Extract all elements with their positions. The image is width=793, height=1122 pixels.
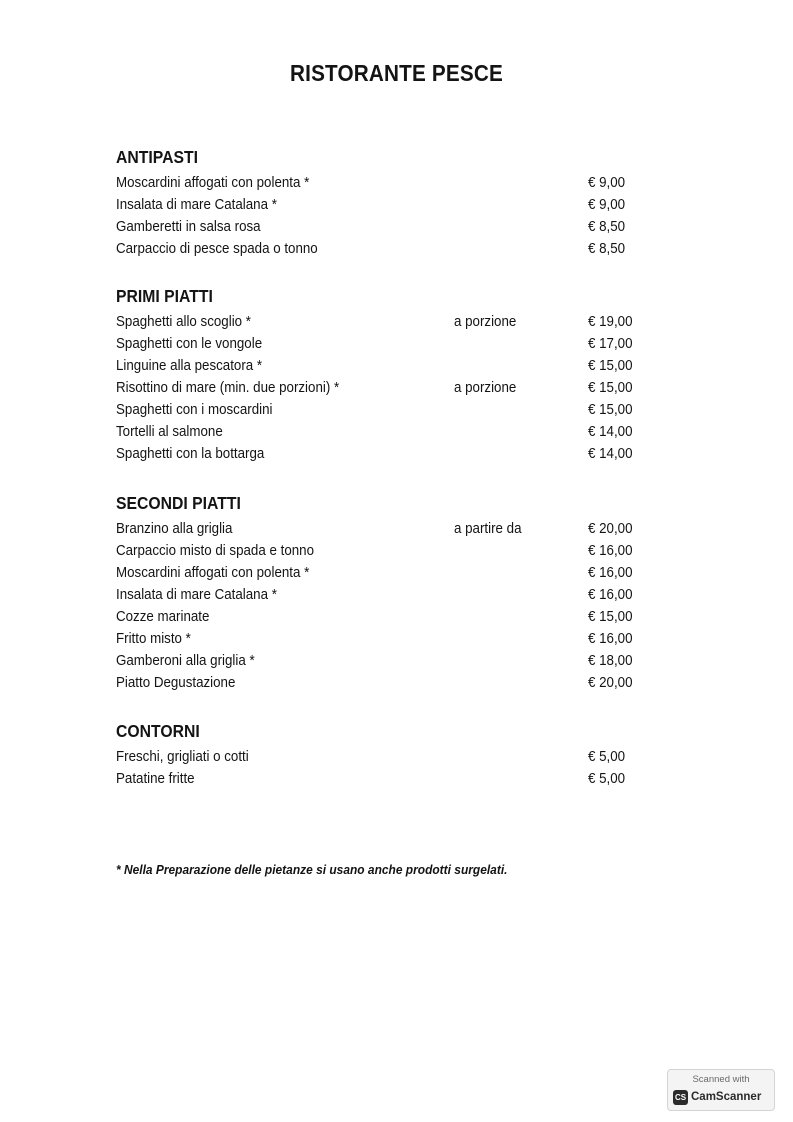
item-price: € 19,00 <box>588 314 633 330</box>
item-name: Branzino alla griglia <box>116 521 233 537</box>
item-name: Spaghetti allo scoglio * <box>116 314 251 330</box>
menu-item <box>116 399 676 421</box>
item-price: € 8,50 <box>588 219 626 235</box>
menu-item <box>116 194 676 216</box>
menu-item <box>116 584 676 606</box>
menu-item <box>116 650 676 672</box>
item-name: Insalata di mare Catalana * <box>116 587 277 603</box>
item-price: € 9,00 <box>588 197 626 213</box>
item-name: Spaghetti con le vongole <box>116 336 263 352</box>
item-note: a partire da <box>454 521 522 537</box>
item-name: Carpaccio di pesce spada o tonno <box>116 241 318 257</box>
item-name: Piatto Degustazione <box>116 675 236 691</box>
item-name: Moscardini affogati con polenta * <box>116 175 310 191</box>
menu-item <box>116 606 676 628</box>
item-name: Fritto misto * <box>116 631 191 647</box>
menu-item <box>116 443 676 465</box>
item-price: € 14,00 <box>588 424 633 440</box>
section-antipasti <box>116 142 676 260</box>
camscanner-watermark <box>667 1069 775 1111</box>
item-name: Freschi, grigliati o cotti <box>116 749 249 765</box>
item-price: € 17,00 <box>588 336 633 352</box>
menu-item <box>116 672 676 694</box>
item-name: Insalata di mare Catalana * <box>116 197 277 213</box>
item-price: € 15,00 <box>588 609 633 625</box>
item-name: Patatine fritte <box>116 771 195 787</box>
item-price: € 16,00 <box>588 543 633 559</box>
watermark-brand: CamScanner <box>691 1091 762 1103</box>
item-name: Gamberoni alla griglia * <box>116 653 255 669</box>
menu-item <box>116 421 676 443</box>
menu-item <box>116 311 676 333</box>
item-price: € 15,00 <box>588 380 633 396</box>
menu-item <box>116 518 676 540</box>
item-name: Carpaccio misto di spada e tonno <box>116 543 315 559</box>
menu-item <box>116 238 676 260</box>
menu-item <box>116 172 676 194</box>
section-title: SECONDI PIATTI <box>116 493 241 513</box>
menu-item <box>116 628 676 650</box>
item-name: Cozze marinate <box>116 609 210 625</box>
menu-item <box>116 768 676 790</box>
menu-item <box>116 333 676 355</box>
item-price: € 16,00 <box>588 587 633 603</box>
item-price: € 15,00 <box>588 358 633 374</box>
item-price: € 18,00 <box>588 653 633 669</box>
item-price: € 20,00 <box>588 675 633 691</box>
section-primi-piatti <box>116 281 676 465</box>
item-name: Spaghetti con la bottarga <box>116 446 265 462</box>
menu-item <box>116 355 676 377</box>
frozen-products-footnote: * Nella Preparazione delle pietanze si usano anche prodotti surgelati. <box>116 862 508 877</box>
item-price: € 5,00 <box>588 771 626 787</box>
section-secondi-piatti <box>116 488 676 694</box>
section-title: PRIMI PIATTI <box>116 286 213 306</box>
item-price: € 5,00 <box>588 749 626 765</box>
item-price: € 9,00 <box>588 175 626 191</box>
menu-item <box>116 540 676 562</box>
item-note: a porzione <box>454 314 517 330</box>
item-price: € 8,50 <box>588 241 626 257</box>
item-name: Gamberetti in salsa rosa <box>116 219 261 235</box>
item-note: a porzione <box>454 380 517 396</box>
item-name: Spaghetti con i moscardini <box>116 402 273 418</box>
section-title: CONTORNI <box>116 721 200 741</box>
camscanner-logo-icon: CS <box>673 1090 688 1105</box>
menu-title: RISTORANTE PESCE <box>290 60 503 86</box>
item-name: Tortelli al salmone <box>116 424 223 440</box>
watermark-caption: Scanned with <box>692 1074 750 1085</box>
menu-item <box>116 746 676 768</box>
item-price: € 16,00 <box>588 565 633 581</box>
item-price: € 16,00 <box>588 631 633 647</box>
item-price: € 15,00 <box>588 402 633 418</box>
item-price: € 14,00 <box>588 446 633 462</box>
section-title: ANTIPASTI <box>116 147 198 167</box>
item-name: Risottino di mare (min. due porzioni) * <box>116 380 340 396</box>
menu-item <box>116 562 676 584</box>
menu-item <box>116 216 676 238</box>
menu-item <box>116 377 676 399</box>
item-name: Moscardini affogati con polenta * <box>116 565 310 581</box>
section-contorni <box>116 716 676 790</box>
item-name: Linguine alla pescatora * <box>116 358 263 374</box>
item-price: € 20,00 <box>588 521 633 537</box>
